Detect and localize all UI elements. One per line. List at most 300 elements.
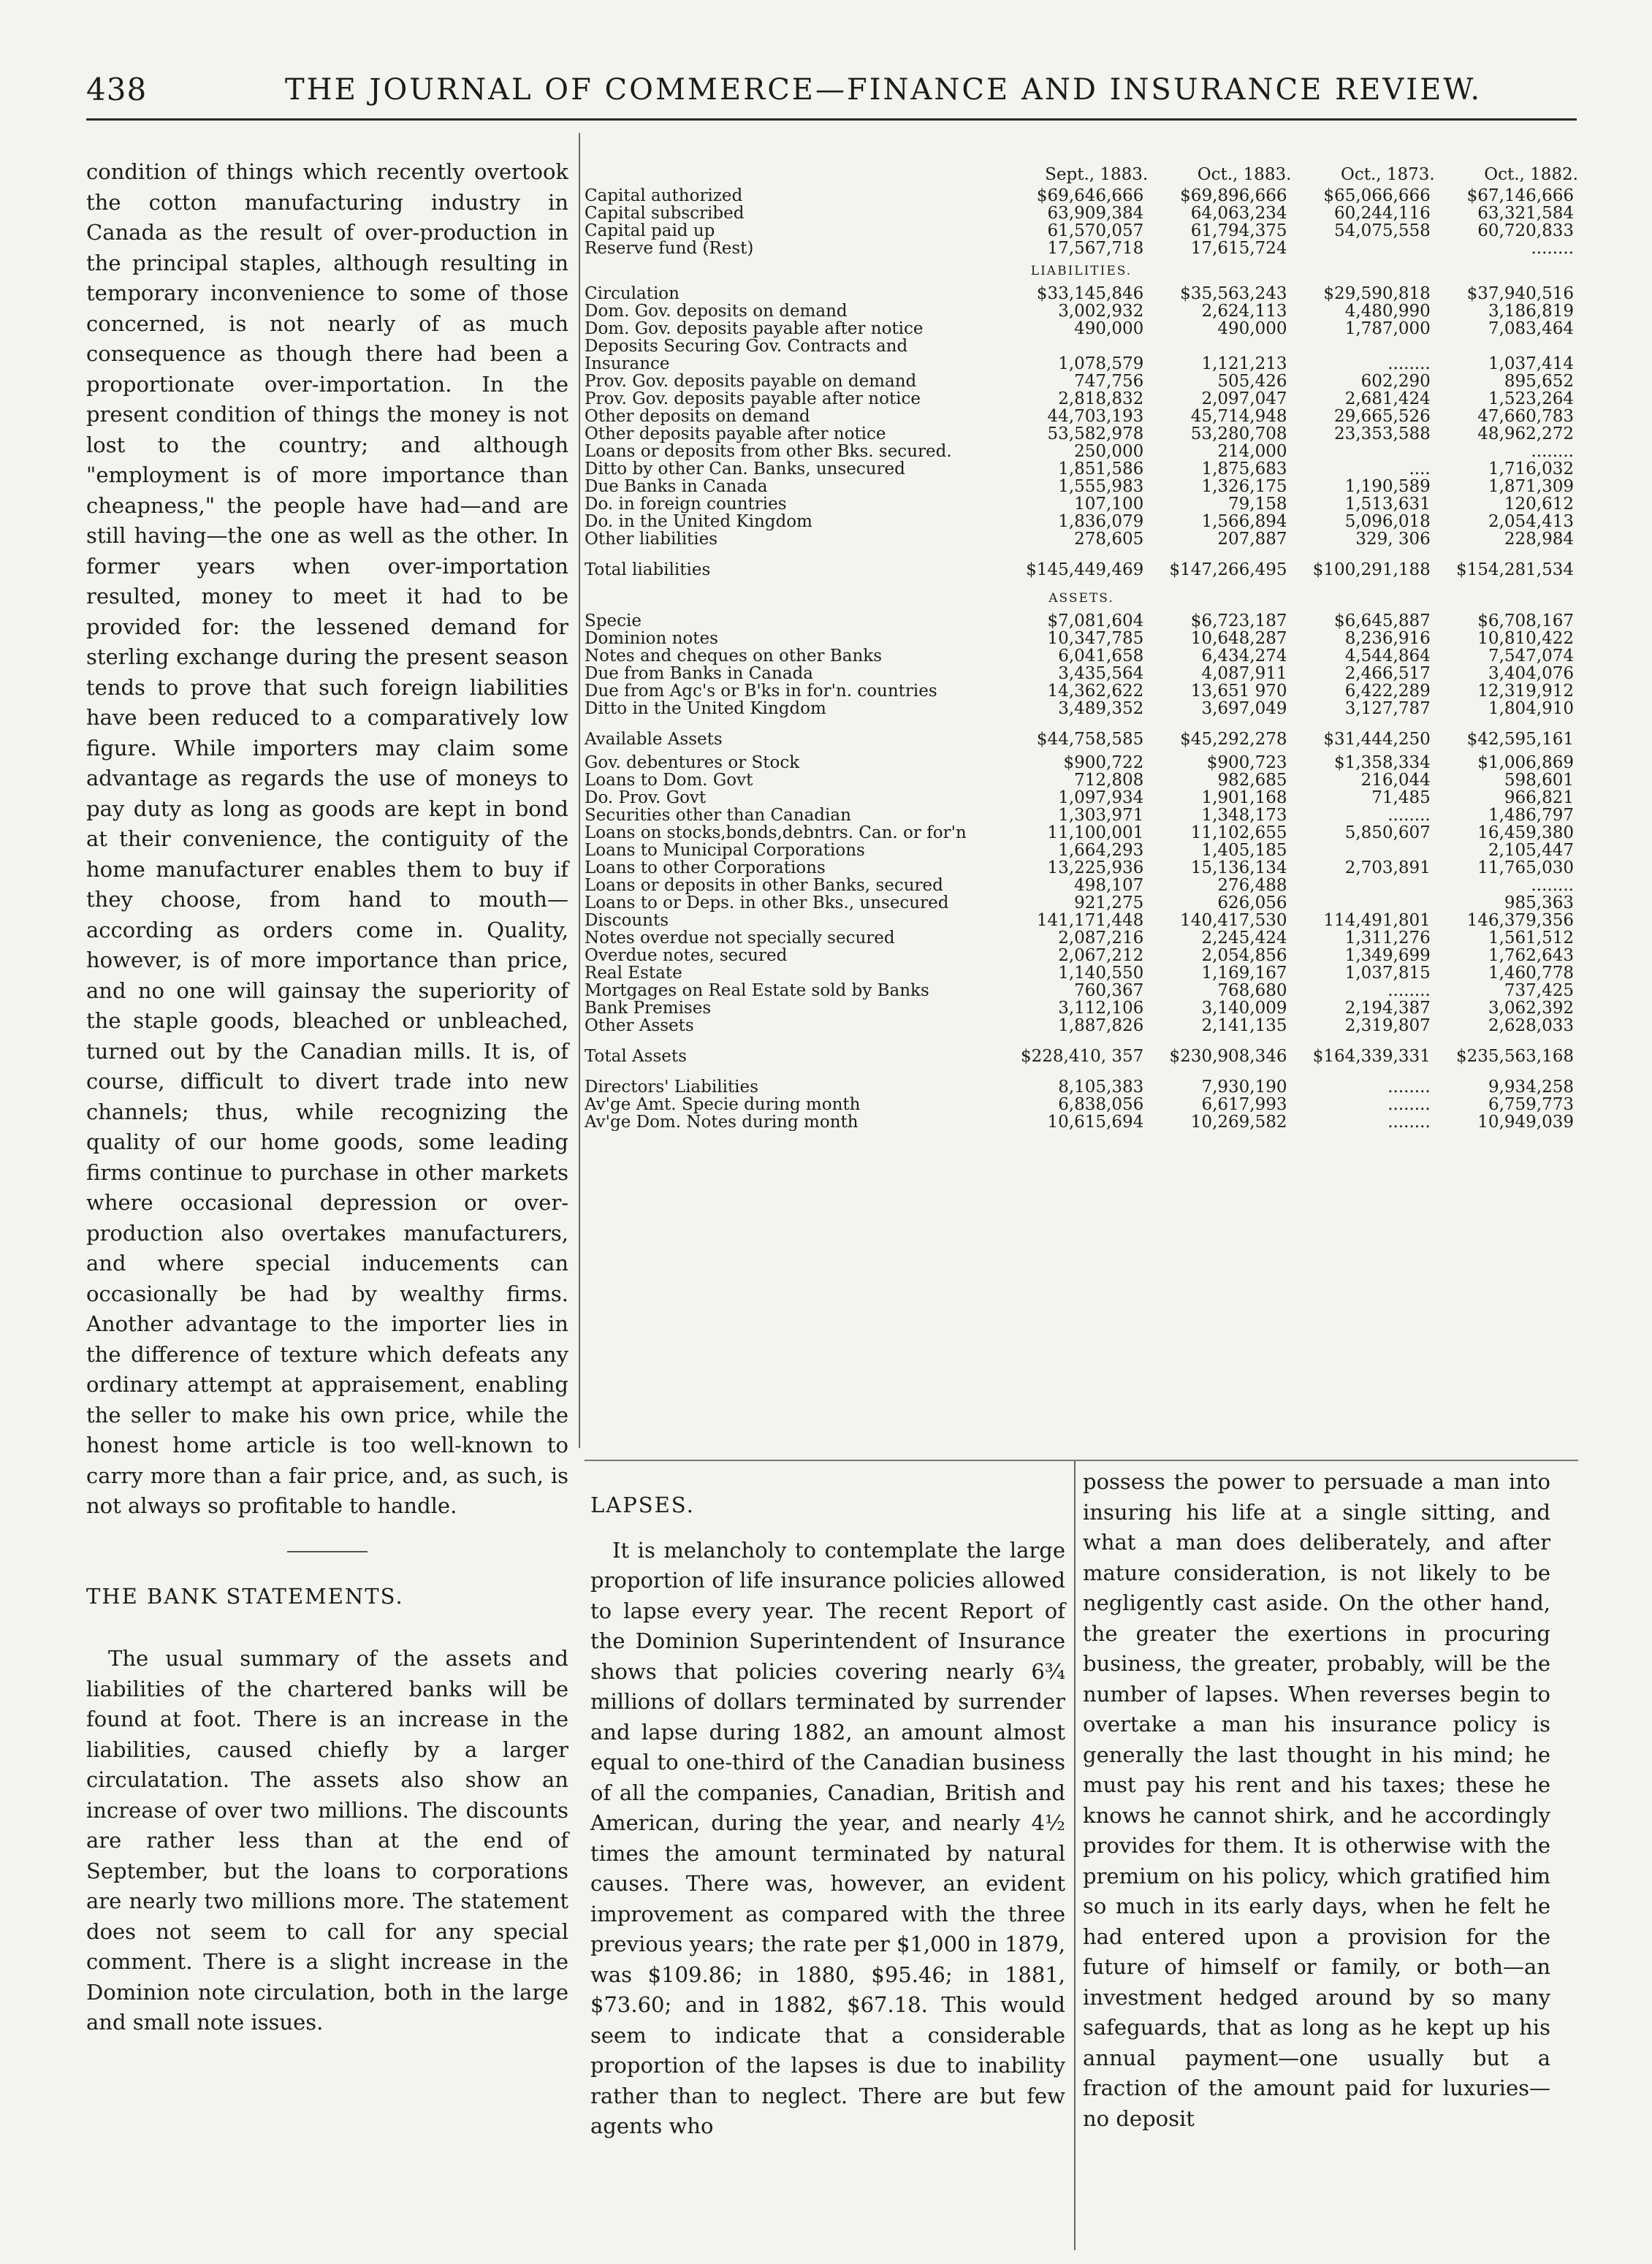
row-label: Capital subscribed (585, 205, 745, 222)
row-value: $1,358,334 (1334, 754, 1431, 771)
column-divider (579, 133, 580, 1448)
row-value: 29,665,526 (1334, 408, 1431, 425)
row-value: 5,850,607 (1344, 824, 1431, 842)
row-label: Due from Banks in Canada (585, 665, 813, 682)
row-value: 1,513,631 (1344, 495, 1431, 513)
row-value: 60,244,116 (1334, 205, 1431, 222)
row-value: 10,615,694 (1047, 1113, 1144, 1131)
row-value: 64,063,234 (1190, 205, 1287, 222)
row-value: 1,851,586 (1058, 460, 1144, 478)
row-label: Overdue notes, secured (585, 947, 788, 964)
row-label: Discounts (585, 912, 669, 929)
row-label: Ditto by other Can. Banks, unsecured (585, 460, 905, 478)
row-value: 1,326,175 (1201, 478, 1287, 495)
row-value: $35,563,243 (1180, 285, 1287, 302)
row-value: 1,762,643 (1488, 947, 1574, 964)
row-value: 3,062,392 (1488, 999, 1574, 1017)
column-header: Oct., 1882. (1484, 165, 1578, 184)
row-value: $154,281,534 (1456, 560, 1574, 579)
table-row (585, 460, 1578, 478)
row-value: $7,081,604 (1047, 612, 1144, 630)
row-label: Notes and cheques on other Banks (585, 647, 883, 665)
row-value (1435, 338, 1578, 355)
row-value: 17,567,718 (1047, 240, 1144, 257)
row-value: 2,067,212 (1058, 947, 1144, 964)
table-row (585, 478, 1578, 495)
table-row (585, 999, 1578, 1017)
row-value: 17,615,724 (1190, 240, 1287, 257)
row-label: Loans or deposits from other Bks. secured. (585, 443, 952, 460)
row-value: 10,269,582 (1190, 1113, 1287, 1131)
row-value: 760,367 (1074, 982, 1144, 999)
header-rule (86, 118, 1577, 121)
row-value: 16,459,380 (1477, 824, 1574, 842)
row-label: Other liabilities (585, 530, 718, 548)
row-value: 2,097,047 (1201, 390, 1287, 408)
row-label: Total liabilities (585, 560, 711, 579)
row-value: 1,121,213 (1201, 355, 1287, 373)
column-header: Oct., 1873. (1340, 165, 1435, 184)
table-row (585, 982, 1578, 999)
table-row (585, 408, 1578, 425)
row-value: 10,648,287 (1190, 630, 1287, 647)
row-value: 276,488 (1217, 877, 1287, 894)
table-row (585, 240, 1578, 257)
table-row (585, 530, 1578, 548)
table-row (585, 1096, 1578, 1113)
table-row (585, 373, 1578, 390)
row-label: Do. Prov. Govt (585, 789, 707, 807)
row-value: 2,054,413 (1488, 513, 1574, 530)
row-value: 15,136,134 (1190, 859, 1287, 877)
row-value: $900,723 (1206, 754, 1287, 771)
table-row (585, 302, 1578, 320)
row-value: 1,303,971 (1058, 807, 1144, 824)
page-number: 438 (86, 72, 148, 107)
row-value: 14,362,622 (1047, 682, 1144, 700)
table-row (585, 929, 1578, 947)
row-value: ........ (1388, 807, 1431, 824)
row-value: 6,617,993 (1201, 1096, 1287, 1113)
row-value: $6,723,187 (1190, 612, 1287, 630)
row-value: 1,875,683 (1201, 460, 1287, 478)
table-row (585, 1017, 1578, 1034)
row-value: 71,485 (1371, 789, 1431, 807)
row-value: 10,347,785 (1047, 630, 1144, 647)
row-value: 2,466,517 (1344, 665, 1431, 682)
table-row (585, 187, 1578, 205)
row-value: 23,353,588 (1334, 425, 1431, 443)
row-value: 490,000 (1074, 320, 1144, 338)
row-value: 214,000 (1217, 443, 1287, 460)
table-row (585, 824, 1578, 842)
row-value: 1,561,512 (1488, 929, 1574, 947)
liabilities-rows (585, 285, 1578, 548)
row-label: Dom. Gov. deposits payable after notice (585, 320, 924, 338)
available-assets-row (585, 725, 1578, 754)
row-value: 1,190,589 (1344, 478, 1431, 495)
row-value: 505,426 (1217, 373, 1287, 390)
row-value: 2,141,135 (1201, 1017, 1287, 1034)
row-value: $230,908,346 (1169, 1047, 1287, 1066)
row-value: 3,127,787 (1344, 700, 1431, 717)
row-label: Gov. debentures or Stock (585, 754, 800, 771)
row-value: 3,002,932 (1058, 302, 1144, 320)
row-value: 737,425 (1504, 982, 1574, 999)
row-value: 53,582,978 (1047, 425, 1144, 443)
row-label: Total Assets (585, 1047, 687, 1066)
table-row (585, 205, 1578, 222)
row-value: 2,818,832 (1058, 390, 1144, 408)
row-value: 1,169,167 (1201, 964, 1287, 982)
row-value: ........ (1531, 877, 1574, 894)
row-value: 1,078,579 (1058, 355, 1144, 373)
row-value: $65,066,666 (1323, 187, 1431, 205)
row-value: 8,236,916 (1344, 630, 1431, 647)
row-value: 2,194,387 (1344, 999, 1431, 1017)
row-value: 1,787,000 (1344, 320, 1431, 338)
table-row (585, 789, 1578, 807)
row-label: Reserve fund (Rest) (585, 240, 754, 257)
row-value: 8,105,383 (1058, 1078, 1144, 1096)
row-label: Securities other than Canadian (585, 807, 851, 824)
row-value: $67,146,666 (1466, 187, 1574, 205)
table-row (585, 964, 1578, 982)
capital-rows (585, 187, 1578, 257)
row-value (1292, 842, 1435, 859)
row-value: 1,486,797 (1488, 807, 1574, 824)
row-label: Loans on stocks,bonds,debntrs. Can. or for'n (585, 824, 967, 842)
row-value: $42,595,161 (1466, 730, 1574, 749)
row-value: 6,838,056 (1058, 1096, 1144, 1113)
row-value: $29,590,818 (1323, 285, 1431, 302)
row-value: 47,660,783 (1477, 408, 1574, 425)
row-value: 598,601 (1504, 771, 1574, 789)
row-value: $37,940,516 (1466, 285, 1574, 302)
row-value (1292, 894, 1435, 912)
row-value: 1,804,910 (1488, 700, 1574, 717)
table-row (585, 807, 1578, 824)
row-value: $31,444,250 (1323, 730, 1431, 749)
row-value (1292, 338, 1435, 355)
row-value: $235,563,168 (1456, 1047, 1574, 1066)
row-value: 120,612 (1504, 495, 1574, 513)
row-value: 1,037,815 (1344, 964, 1431, 982)
row-value: 1,311,276 (1344, 929, 1431, 947)
table-row (585, 222, 1578, 240)
row-label: Due from Agc's or B'ks in for'n. countries (585, 682, 937, 700)
total-assets-row (585, 1042, 1578, 1071)
row-label: Av'ge Dom. Notes during month (585, 1113, 859, 1131)
table-row (585, 754, 1578, 771)
row-value: 2,628,033 (1488, 1017, 1574, 1034)
row-value: 6,041,658 (1058, 647, 1144, 665)
table-row (585, 355, 1578, 373)
row-value: 1,716,032 (1488, 460, 1574, 478)
table-row (585, 390, 1578, 408)
row-value: ........ (1388, 1078, 1431, 1096)
table-row (585, 495, 1578, 513)
row-value: 6,422,289 (1344, 682, 1431, 700)
table-row (585, 894, 1578, 912)
table-row (585, 912, 1578, 929)
row-value: 60,720,833 (1477, 222, 1574, 240)
table-row (585, 338, 1578, 355)
table-row (585, 443, 1578, 460)
table-row (585, 877, 1578, 894)
row-value: 498,107 (1074, 877, 1144, 894)
row-label: Prov. Gov. deposits payable on demand (585, 373, 917, 390)
row-label: Prov. Gov. deposits payable after notice (585, 390, 921, 408)
row-label: Do. in the United Kingdom (585, 513, 812, 530)
row-value: 10,949,039 (1477, 1113, 1574, 1131)
row-label: Capital paid up (585, 222, 715, 240)
row-value: 140,417,530 (1180, 912, 1287, 929)
row-value: $69,896,666 (1180, 187, 1287, 205)
row-label: Do. in foreign countries (585, 495, 787, 513)
row-value: 768,680 (1217, 982, 1287, 999)
row-value: 61,570,057 (1047, 222, 1144, 240)
row-value: .... (1409, 460, 1431, 478)
row-value: 12,319,912 (1477, 682, 1574, 700)
row-value: 250,000 (1074, 443, 1144, 460)
table-row (585, 630, 1578, 647)
row-label: Mortgages on Real Estate sold by Banks (585, 982, 929, 999)
row-value: $6,645,887 (1334, 612, 1431, 630)
row-value: $900,722 (1063, 754, 1144, 771)
row-label: Available Assets (585, 730, 723, 749)
row-value: 1,523,264 (1488, 390, 1574, 408)
row-label: Bank Premises (585, 999, 712, 1017)
row-value: 3,404,076 (1488, 665, 1574, 682)
row-value: 1,349,699 (1344, 947, 1431, 964)
row-value: ........ (1531, 240, 1574, 257)
row-value: 2,703,891 (1344, 859, 1431, 877)
row-label: Dominion notes (585, 630, 718, 647)
row-value: 79,158 (1228, 495, 1287, 513)
row-value: 107,100 (1074, 495, 1144, 513)
table-bottom-rule (585, 1460, 1578, 1461)
lapses-paragraph: It is melancholy to contemplate the large proportion of life insurance policies allowed to lapse every year. The recent Report of the Dominion Superintendent of Insurance shows that policies covering nearly 6¾ millions of dollars terminated by surrender and lapse during 1882, an amount almost equal to one-third of the Canadian business of all the companies, Canadian, British and American, during the year, and nearly 4½ times the amount terminated by natural causes. There was, however, an evident improvement as compared with the three previous years; the rate per $1,000 in 1879, was $109.86; in 1880, $95.46; in 1881, $73.60; and in 1882, $67.18. This would seem to indicate that a considerable proportion of the lapses is due to inability rather than to neglect. There are but few agents who (590, 1537, 1065, 2138)
row-value: 3,112,106 (1058, 999, 1144, 1017)
row-value: 7,083,464 (1488, 320, 1574, 338)
row-label: Specie (585, 612, 642, 630)
row-value (1005, 338, 1148, 355)
row-value: 2,624,113 (1201, 302, 1287, 320)
table-row (585, 947, 1578, 964)
row-label: Notes overdue not specially secured (585, 929, 895, 947)
row-value: 921,275 (1074, 894, 1144, 912)
row-value: 490,000 (1217, 320, 1287, 338)
assets-heading: ASSETS. (1048, 591, 1114, 606)
liabilities-heading: LIABILITIES. (1030, 264, 1133, 278)
row-value: 3,697,049 (1201, 700, 1287, 717)
row-value (1292, 240, 1435, 257)
table-row (585, 771, 1578, 789)
table-row (585, 665, 1578, 682)
lapses-paragraph-continued: possess the power to persuade a man into insuring his life at a single sitting, and what a man does deliberately, and after mature consideration, is not likely to be negligently cast aside. On the other hand, the greater the exertions in procuring business, the greater, probably, will be the number of lapses. When reverses begin to overtake a man his insurance policy is generally the last thought in his mind; he must pay his rent and his taxes; these he knows he cannot shirk, and he accordingly provides for them. It is otherwise with the premium on his policy, which gratified him so much in its early days, when he felt he had entered upon a provision for the future of himself or family, or both—an investment hedged around by so many safeguards, that as long as he kept up his annual payment—one usually but a fraction of the amount paid for luxuries—no deposit (1083, 1469, 1550, 2131)
row-value: 982,685 (1217, 771, 1287, 789)
row-label: Loans to or Deps. in other Bks., unsecured (585, 894, 949, 912)
row-value: 44,703,193 (1047, 408, 1144, 425)
table-row (585, 1113, 1578, 1131)
table-row (585, 513, 1578, 530)
table-row (585, 700, 1578, 717)
table-row (585, 320, 1578, 338)
row-label: Loans to Dom. Govt (585, 771, 753, 789)
row-value: 3,186,819 (1488, 302, 1574, 320)
row-value: ........ (1388, 1113, 1431, 1131)
row-label: Loans to other Corporations (585, 859, 826, 877)
table-row (585, 859, 1578, 877)
row-value: ........ (1388, 1096, 1431, 1113)
table-row (585, 647, 1578, 665)
row-value: 2,245,424 (1201, 929, 1287, 947)
row-value: 2,105,447 (1488, 842, 1574, 859)
row-label: Loans or deposits in other Banks, secured (585, 877, 943, 894)
row-value: 2,054,856 (1201, 947, 1287, 964)
row-value: 207,887 (1217, 530, 1287, 548)
row-value: 1,901,168 (1201, 789, 1287, 807)
row-value: 146,379,356 (1466, 912, 1574, 929)
row-value: 7,547,074 (1488, 647, 1574, 665)
row-value: 1,566,894 (1201, 513, 1287, 530)
row-value: 114,491,801 (1323, 912, 1431, 929)
row-value: 1,460,778 (1488, 964, 1574, 982)
row-label: Due Banks in Canada (585, 478, 768, 495)
row-value: 747,756 (1074, 373, 1144, 390)
total-liabilities-row (585, 555, 1578, 584)
row-label: Ditto in the United Kingdom (585, 700, 826, 717)
row-value: 63,321,584 (1477, 205, 1574, 222)
row-value: 1,871,309 (1488, 478, 1574, 495)
row-value: 13,651 970 (1190, 682, 1287, 700)
row-value: 985,363 (1504, 894, 1574, 912)
memo-rows (585, 1078, 1578, 1131)
row-value: 1,097,934 (1058, 789, 1144, 807)
row-value: $145,449,469 (1026, 560, 1144, 579)
lapses-column-divider (1074, 1461, 1076, 2250)
row-value (1148, 338, 1291, 355)
row-value: 11,102,655 (1190, 824, 1287, 842)
row-value: 6,759,773 (1488, 1096, 1574, 1113)
row-value: ........ (1531, 443, 1574, 460)
row-value (1292, 443, 1435, 460)
column-header: Oct., 1883. (1197, 165, 1292, 184)
row-value: $45,292,278 (1180, 730, 1287, 749)
row-label: Other deposits payable after notice (585, 425, 886, 443)
running-title: THE JOURNAL OF COMMERCE—FINANCE AND INSURANCE REVIEW. (285, 73, 1482, 107)
row-value: 63,909,384 (1047, 205, 1144, 222)
bank-statement-table (585, 162, 1578, 1131)
row-label: Deposits Securing Gov. Contracts and (585, 338, 908, 355)
row-value: 1,037,414 (1488, 355, 1574, 373)
row-label: Other deposits on demand (585, 408, 810, 425)
row-value: 1,836,079 (1058, 513, 1144, 530)
row-value: 2,087,216 (1058, 929, 1144, 947)
row-value: 329, 306 (1355, 530, 1431, 548)
assets-rows (585, 754, 1578, 1034)
cotton-paragraph: condition of things which recently overtook the cotton manufacturing industry in Canada as the result of over-production in the principal staples, although resulting in temporary inconvenience to some of those concerned, is not nearly of as much consequence as though there had been a proportionate over-importation. In the present condition of things the money is not lost to the country; and although "employment is of more importance than cheapness," the people have had—and are still having—the one as well as the other. In former years when over-importation resulted, money to meet it had to be provided for: the lessened demand for sterling exchange during the present season tends to prove that such foreign liabilities have been reduced to a comparatively low figure. While importers may claim some advantage as regards the use of moneys to pay duty as long as goods are kept in bond at their convenience, the contiguity of the home manufacturer enables them to buy if they choose, from hand to mouth—according as orders come in. Quality, however, is of more importance than price, and no one will gainsay the superiority of the staple goods, bleached or unbleached, turned out by the Canadian mills. It is, of course, difficult to divert trade into new channels; thus, while recognizing the quality of our home goods, some leading firms continue to purchase in other markets where occasional depression or over-production also overtakes manufacturers, and where special inducements can occasionally be had by wealthy firms. Another advantage to the importer lies in the difference of texture which defeats any ordinary attempt at appraisement, enabling the seller to make his own price, while the honest home article is too well-known to carry more than a fair price, and, as such, is not always so profitable to handle. (86, 159, 568, 1518)
row-value: 2,681,424 (1344, 390, 1431, 408)
row-label: Av'ge Amt. Specie during month (585, 1096, 861, 1113)
row-label: Circulation (585, 285, 680, 302)
bank-statements-heading: THE BANK STATEMENTS. (86, 1583, 404, 1609)
table-row (585, 425, 1578, 443)
table-row (585, 842, 1578, 859)
row-value: 4,087,911 (1201, 665, 1287, 682)
row-value: 7,930,190 (1201, 1078, 1287, 1096)
row-label: Capital authorized (585, 187, 743, 205)
row-value: 3,140,009 (1201, 999, 1287, 1017)
row-value: 1,887,826 (1058, 1017, 1144, 1034)
row-value: 4,480,990 (1344, 302, 1431, 320)
row-value: 278,605 (1074, 530, 1144, 548)
row-value: 1,664,293 (1058, 842, 1144, 859)
row-label: Loans to Municipal Corporations (585, 842, 865, 859)
column-header: Sept., 1883. (1045, 165, 1149, 184)
row-value: 6,434,274 (1201, 647, 1287, 665)
row-value: $69,646,666 (1036, 187, 1144, 205)
row-value: $33,145,846 (1036, 285, 1144, 302)
row-value: 61,794,375 (1190, 222, 1287, 240)
row-value: 3,489,352 (1058, 700, 1144, 717)
row-value: ........ (1388, 982, 1431, 999)
row-value: 966,821 (1504, 789, 1574, 807)
row-value: 11,765,030 (1477, 859, 1574, 877)
row-value: 626,056 (1217, 894, 1287, 912)
row-label: Real Estate (585, 964, 682, 982)
table-row (585, 1078, 1578, 1096)
row-value: 216,044 (1360, 771, 1431, 789)
row-value: 895,652 (1504, 373, 1574, 390)
row-value: $164,339,331 (1312, 1047, 1431, 1066)
row-value: 3,435,564 (1058, 665, 1144, 682)
row-label: Other Assets (585, 1017, 694, 1034)
row-value: 2,319,807 (1344, 1017, 1431, 1034)
table-row (585, 285, 1578, 302)
lapses-heading: LAPSES. (590, 1493, 695, 1517)
row-value: 10,810,422 (1477, 630, 1574, 647)
row-label: Insurance (585, 355, 670, 373)
row-value: 712,808 (1074, 771, 1144, 789)
row-value: $44,758,585 (1036, 730, 1144, 749)
row-value (1292, 877, 1435, 894)
row-value: 54,075,558 (1334, 222, 1431, 240)
row-value: ........ (1388, 355, 1431, 373)
bank-statements-paragraph: The usual summary of the assets and liabilities of the chartered banks will be found at foot. There is an increase in the liabilities, caused chiefly by a larger circulatation. The assets also show an increase of over two millions. The discounts are rather less than at the end of September, but the loans to corporations are nearly two millions more. The statement does not seem to call for any special comment. There is a slight increase in the Dominion note circulation, both in the large and small note issues. (86, 1646, 568, 2035)
row-value: $6,708,167 (1477, 612, 1574, 630)
row-value: 9,934,258 (1488, 1078, 1574, 1096)
row-value: 53,280,708 (1190, 425, 1287, 443)
lapses-column-2 (1083, 1467, 1550, 2134)
row-value: $1,006,869 (1477, 754, 1574, 771)
row-value: 48,962,272 (1477, 425, 1574, 443)
row-value: 13,225,936 (1047, 859, 1144, 877)
row-value: $100,291,188 (1312, 560, 1431, 579)
table-row (585, 682, 1578, 700)
row-value: 1,555,983 (1058, 478, 1144, 495)
row-value: 1,348,173 (1201, 807, 1287, 824)
assets-rows (585, 612, 1578, 717)
lapses-column-1 (590, 1490, 1065, 2142)
table-row (585, 612, 1578, 630)
table-header-row (585, 162, 1578, 187)
row-value: 602,290 (1360, 373, 1431, 390)
left-column (86, 157, 568, 2038)
row-label: Directors' Liabilities (585, 1078, 758, 1096)
row-value: 11,100,001 (1047, 824, 1144, 842)
